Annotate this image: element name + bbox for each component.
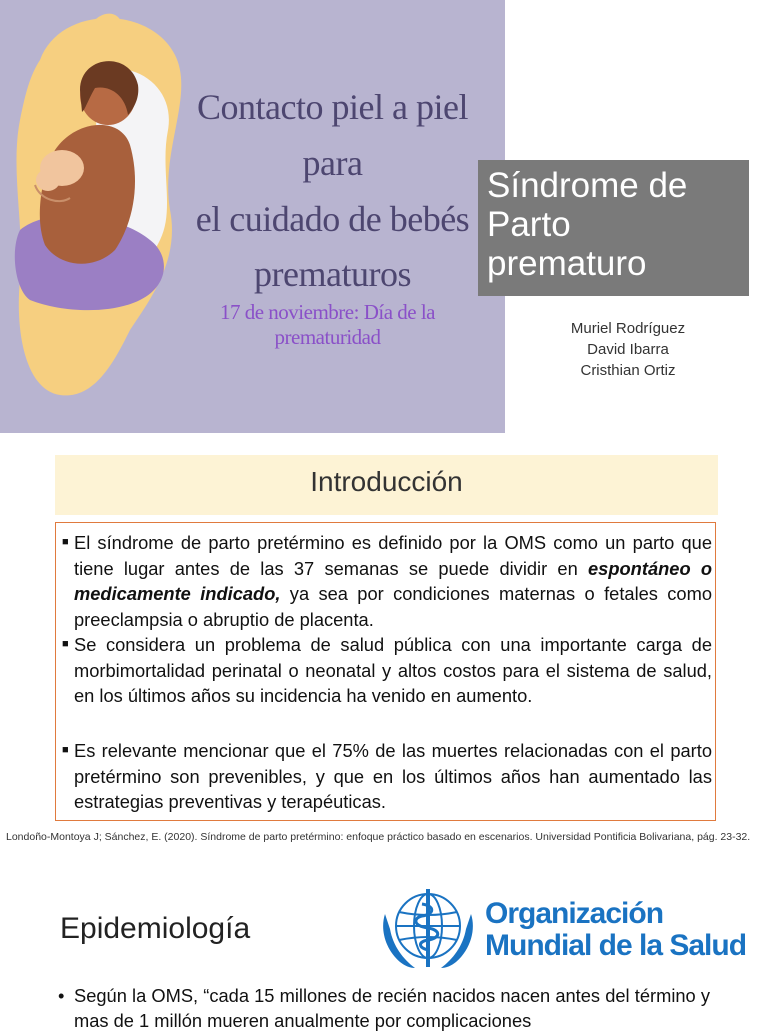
bullet-text: ya sea por condiciones maternas o fetales como preeclampsia o abruptio de placenta. <box>74 583 712 630</box>
intro-bullet <box>62 632 712 709</box>
reference-citation: Londoño-Montoya J; Sánchez, E. (2020). Síndrome de parto pretérmino: enfoque práctico basado en escenarios. Universidad Pontificia Bolivariana, pág. 23-32. <box>6 831 751 843</box>
intro-bullet <box>62 530 712 632</box>
bullet-text: Según la OMS, “cada 15 millones de recién nacidos nacen antes del término y mas de 1 millón mueren anualmente por complicaciones <box>74 985 710 1031</box>
who-logo-text-line: Organización <box>485 897 664 930</box>
who-logo-text <box>485 898 746 962</box>
intro-heading: Introducción <box>310 466 463 497</box>
bullet-emphasis: espontáneo o medicamente indicado, <box>74 557 713 604</box>
bullet-text: Se considera un problema de salud pública con una importante carga de morbimortalidad perinatal o neonatal y altos costos para el sistema de salud, en los últimos años su incidencia ha venido en aumento. <box>74 634 712 706</box>
who-emblem-icon <box>375 884 485 974</box>
bullet-text: Es relevante mencionar que el 75% de las muertes relacionadas con el parto pretérmino son prevenibles, y que en los últimos años han aumentado las estrategias preventivas y terapéuticas. <box>74 740 712 812</box>
hero-title-line: Contacto piel a piel para <box>197 87 468 183</box>
bullet-text: El síndrome de parto pretérmino es definido por la OMS como un parto que tiene lugar antes de las 37 semanas se puede dividir en <box>74 532 712 579</box>
who-logo-text-line: Mundial de la Salud <box>485 929 747 962</box>
hero-title <box>180 80 485 303</box>
bullet-square-icon: ■ <box>62 744 69 756</box>
presentation-title-line: Parto <box>487 205 571 244</box>
epidemiology-heading: Epidemiología <box>60 912 251 945</box>
author-name: Muriel Rodríguez <box>570 320 686 337</box>
authors-list <box>522 318 734 381</box>
presentation-title-line: Síndrome de <box>487 166 688 205</box>
author-name: David Ibarra <box>587 341 669 358</box>
bullet-dot-icon: • <box>58 985 65 1006</box>
author-name: Cristhian Ortiz <box>580 362 676 379</box>
hero-title-line: el cuidado de bebés <box>195 198 470 239</box>
epidemiology-bullet <box>58 983 710 1033</box>
presentation-title <box>487 166 742 283</box>
bullet-square-icon: ■ <box>62 638 69 650</box>
presentation-title-line: prematuro <box>487 244 647 283</box>
intro-bullet <box>62 738 712 815</box>
hero-subtitle: 17 de noviembre: Día de la prematuridad <box>219 300 435 349</box>
bullet-square-icon: ■ <box>62 536 69 548</box>
hero-title-line: prematuros <box>254 254 411 295</box>
